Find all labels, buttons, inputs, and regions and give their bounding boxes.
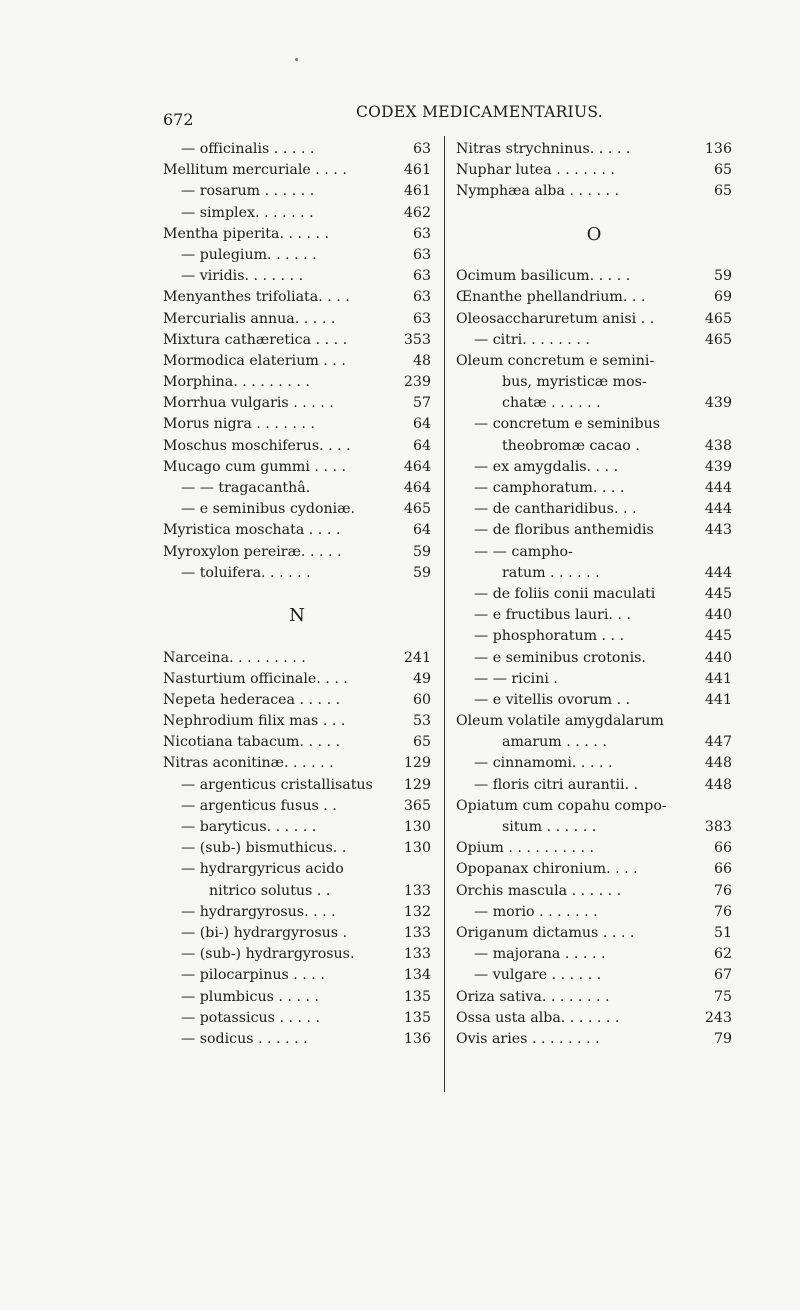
index-entry [163,584,431,605]
entry-page-ref: 135 [403,988,431,1005]
index-entry [456,711,732,732]
entry-page-ref: 441 [704,670,732,687]
entry-page-ref: 63 [412,225,431,242]
index-entry [456,160,732,181]
entry-page-ref: 67 [713,967,732,984]
entry-page-ref: 63 [412,268,431,285]
entry-term: Menyanthes trifoliata. . . . [163,289,350,306]
entry-page-ref [399,626,431,647]
entry-page-ref: 133 [403,946,431,963]
entry-term: Œnanthe phellandrium. . . [456,289,646,306]
index-entry [456,139,732,160]
entry-term: Oleum volatile amygdalarum [456,713,664,730]
entry-term: — baryticus. . . . . . [181,819,317,835]
entry-term: — hydrargyricus acido [181,861,344,878]
entry-page-ref: 441 [704,691,732,708]
index-entry [163,881,431,902]
entry-page-ref: 64 [412,437,431,454]
entry-term: — argenticus fusus . . [181,797,337,814]
entry-term: — vulgare . . . . . . [474,967,602,984]
index-entry [456,669,732,690]
index-entry [163,775,431,796]
entry-page-ref: 69 [713,289,732,306]
entry-term: Opium . . . . . . . . . . [456,840,595,857]
index-entry [163,1008,431,1029]
index-entry [163,436,431,457]
entry-term: — — ricini . [474,670,558,687]
index-entry [456,796,732,817]
index-entry [163,859,431,880]
entry-page-ref: 461 [403,162,431,179]
entry-page-ref: 243 [704,1009,732,1026]
entry-page-ref: 447 [704,734,732,751]
index-entry [456,690,732,711]
entry-page-ref: 383 [704,819,732,835]
entry-page-ref: 59 [412,543,431,560]
entry-term: — citri. . . . . . . . [474,331,590,348]
entry-page-ref: 133 [403,882,431,899]
entry-page-ref: 59 [713,268,732,285]
entry-page-ref: 64 [412,416,431,433]
entry-page-ref: 76 [713,882,732,899]
entry-page-ref [700,542,732,563]
entry-term: Morus nigra . . . . . . . [163,416,315,433]
entry-term: theobromæ cacao . [502,437,640,454]
entry-term: — e fructibus lauri. . . [474,607,631,624]
index-entry [456,859,732,880]
entry-term: Narceina. . . . . . . . . [163,649,306,666]
entry-term: — (sub-) bismuthicus. . [181,840,347,857]
index-entry [456,626,732,647]
entry-term [456,245,700,266]
entry-term: — cinnamomi. . . . . [474,755,613,772]
entry-term: Ossa usta alba. . . . . . . [456,1009,620,1026]
section-letter: O [586,223,602,245]
entry-page-ref: 79 [713,1030,732,1047]
entry-page-ref: 462 [403,204,431,221]
index-entry [456,414,732,435]
entry-page-ref [700,711,732,732]
entry-term: — — campho- [474,543,573,560]
index-entry [163,542,431,563]
index-entry [163,944,431,965]
index-entry [163,287,431,308]
entry-page-ref: 365 [403,797,431,814]
entry-page-ref: 448 [704,776,732,793]
index-entry [163,902,431,923]
entry-page-ref: 438 [704,437,732,454]
index-entry [163,817,431,838]
entry-page-ref: 63 [412,246,431,263]
entry-term: — majorana . . . . . [474,946,606,963]
entry-page-ref: 53 [412,713,431,730]
entry-page-ref: 465 [403,501,431,518]
entry-page-ref: 445 [704,585,732,602]
entry-term: — sodicus . . . . . . [181,1030,308,1047]
index-entry [163,351,431,372]
index-entry [163,732,431,753]
index-entry [456,436,732,457]
entry-page-ref: 63 [412,141,431,157]
entry-term: Nymphæa alba . . . . . . [456,183,620,200]
index-column-right [456,139,732,1050]
index-entry [163,923,431,944]
index-entry [456,965,732,986]
index-entry [456,1008,732,1029]
entry-term: Oriza sativa. . . . . . . . [456,988,610,1005]
entry-term: Mercurialis annua. . . . . [163,310,336,327]
entry-term: Mixtura cathæretica . . . . [163,331,348,348]
index-entry [456,902,732,923]
index-entry [456,838,732,859]
entry-page-ref: 65 [412,734,431,751]
entry-term: nitrico solutus . . [209,882,331,899]
entry-term: — plumbicus . . . . . [181,988,319,1005]
index-entry [163,139,431,160]
entry-term: Oleosaccharuretum anisi . . [456,310,655,327]
index-entry [456,287,732,308]
entry-term: Mellitum mercuriale . . . . [163,162,347,179]
index-entry [456,753,732,774]
entry-term: Nephrodium filix mas . . . [163,713,346,730]
entry-term: — e vitellis ovorum . . [474,691,631,708]
entry-term: Opiatum cum copahu compo- [456,797,667,814]
entry-page-ref: 133 [403,924,431,941]
entry-term: — phosphoratum . . . [474,628,625,645]
index-entry [163,309,431,330]
entry-term: Oleum concretum e semini- [456,352,655,369]
running-title: CODEX MEDICAMENTARIUS. [356,103,603,121]
entry-term [456,203,700,224]
entry-term: — potassicus . . . . . [181,1009,321,1026]
entry-page-ref: 60 [412,691,431,708]
entry-term: bus, myristicæ mos- [502,374,647,391]
index-entry [456,181,732,202]
index-entry [456,542,732,563]
index-entry [456,478,732,499]
entry-page-ref: 65 [713,162,732,179]
entry-page-ref [700,796,732,817]
index-entry [163,393,431,414]
entry-term: Origanum dictamus . . . . [456,924,635,941]
index-entry [163,330,431,351]
entry-term: — viridis. . . . . . . [181,268,304,285]
index-entry [456,944,732,965]
entry-page-ref: 464 [403,480,431,496]
index-entry [456,245,732,266]
entry-page-ref: 444 [704,501,732,518]
entry-page-ref [700,245,732,266]
entry-page-ref: 62 [713,946,732,963]
index-entry [456,775,732,796]
entry-page-ref: 465 [704,331,732,348]
index-entry [163,266,431,287]
index-entry [163,563,431,584]
entry-term: — (sub-) hydrargyrosus. [181,946,355,963]
entry-term: Moschus moschiferus. . . . [163,437,351,454]
entry-page-ref: 444 [704,480,732,496]
entry-term: — de floribus anthemidis [474,522,654,539]
entry-term: — simplex. . . . . . . [181,204,314,221]
index-column-left [163,139,431,1050]
index-entry [163,203,431,224]
entry-term: — de cantharidibus. . . [474,501,637,518]
index-entry [163,457,431,478]
entry-term: — argenticus cristallisatus [181,776,373,793]
entry-page-ref: 57 [412,395,431,412]
entry-term: — pulegium. . . . . . [181,246,317,263]
index-entry [163,965,431,986]
entry-page-ref: 59 [412,564,431,581]
entry-page-ref: 448 [704,755,732,772]
entry-page-ref: 75 [713,988,732,1005]
entry-page-ref: 63 [412,310,431,327]
entry-term: — morio . . . . . . . [474,903,598,920]
entry-page-ref: 129 [403,776,431,793]
entry-page-ref: 65 [713,183,732,200]
entry-term: — e seminibus cydoniæ. [181,501,356,518]
entry-term: ratum . . . . . . [502,564,600,581]
index-entry [456,309,732,330]
entry-term: — — tragacanthâ. [181,480,311,496]
index-entry [456,266,732,287]
entry-term: Nitras aconitinæ. . . . . . [163,755,334,772]
entry-term: — concretum e seminibus [474,416,660,433]
page-number: 672 [163,110,194,129]
entry-page-ref: 76 [713,903,732,920]
entry-page-ref [399,584,431,605]
entry-term: — (bi-) hydrargyrosus . [181,924,348,941]
entry-page-ref: 63 [412,289,431,306]
entry-page-ref: 130 [403,840,431,857]
index-entry [163,181,431,202]
entry-page-ref: 64 [412,522,431,539]
entry-page-ref: 465 [704,310,732,327]
entry-term: Orchis mascula . . . . . . [456,882,622,899]
index-entry [163,987,431,1008]
index-entry [163,414,431,435]
entry-page-ref: 461 [403,183,431,200]
index-entry [456,881,732,902]
entry-page-ref: 439 [704,458,732,475]
entry-page-ref: 443 [704,522,732,539]
entry-page-ref: 132 [403,903,431,920]
index-entry [456,351,732,372]
column-divider [444,136,445,1092]
entry-term: — officinalis . . . . . [181,141,315,157]
entry-term: — rosarum . . . . . . [181,183,315,200]
entry-page-ref: 49 [412,670,431,687]
entry-page-ref: 445 [704,628,732,645]
index-entry [456,1029,732,1050]
entry-term: Mucago cum gummi . . . . [163,458,346,475]
entry-page-ref: 440 [704,649,732,666]
entry-page-ref: 444 [704,564,732,581]
index-entry [456,584,732,605]
index-entry [456,923,732,944]
entry-term [163,584,399,605]
entry-term: Myristica moschata . . . . [163,522,341,539]
index-entry [456,605,732,626]
entry-term: Morrhua vulgaris . . . . . [163,395,334,412]
entry-page-ref: 66 [713,840,732,857]
index-entry [456,203,732,224]
entry-term: — toluifera. . . . . . [181,564,311,581]
entry-page-ref: 136 [704,141,732,157]
entry-page-ref: 136 [403,1030,431,1047]
entry-term: Nicotiana tabacum. . . . . [163,734,341,751]
section-letter: N [289,605,305,627]
index-entry [163,796,431,817]
index-entry [163,372,431,393]
index-entry [163,711,431,732]
entry-page-ref: 134 [403,967,431,984]
entry-term: Nitras strychninus. . . . . [456,141,631,157]
entry-term: Nepeta hederacea . . . . . [163,691,341,708]
entry-term: — de foliis conii maculati [474,585,656,602]
index-entry [163,245,431,266]
entry-term: Opopanax chironium. . . . [456,861,638,878]
entry-term: situm . . . . . . [502,819,597,835]
entry-page-ref: 464 [403,458,431,475]
entry-term: Myroxylon pereiræ. . . . . [163,543,342,560]
entry-page-ref: 135 [403,1009,431,1026]
index-entry [456,987,732,1008]
index-entry [456,520,732,541]
entry-page-ref: 66 [713,861,732,878]
entry-term: Nasturtium officinale. . . . [163,670,348,687]
index-entry [456,330,732,351]
index-entry [456,563,732,584]
index-entry [163,626,431,647]
entry-page-ref: 440 [704,607,732,624]
entry-page-ref: 439 [704,395,732,412]
entry-page-ref [700,372,732,393]
index-entry [163,160,431,181]
index-entry [163,520,431,541]
entry-term: amarum . . . . . [502,734,607,751]
entry-page-ref [700,203,732,224]
entry-page-ref: 130 [403,819,431,835]
entry-page-ref: 48 [412,352,431,369]
index-entry [456,393,732,414]
entry-page-ref: 353 [403,331,431,348]
index-entry [163,224,431,245]
entry-term: Ocimum basilicum. . . . . [456,268,631,285]
entry-term: Mormodica elaterium . . . [163,352,346,369]
entry-term: — camphoratum. . . . [474,480,625,496]
index-entry [456,457,732,478]
index-entry [163,669,431,690]
index-entry [456,648,732,669]
index-entry [163,838,431,859]
index-entry [163,690,431,711]
entry-term: — ex amygdalis. . . . [474,458,619,475]
index-entry [163,1029,431,1050]
entry-term: — hydrargyrosus. . . . [181,903,336,920]
index-entry [456,732,732,753]
entry-page-ref [700,414,732,435]
entry-term: Morphina. . . . . . . . . [163,374,310,391]
index-entry [456,817,732,838]
paper-speck [295,58,298,61]
section-letter-heading [163,605,431,626]
index-entry [163,478,431,499]
entry-term: chatæ . . . . . . [502,395,601,412]
entry-page-ref: 129 [403,755,431,772]
index-entry [163,648,431,669]
index-entry [163,753,431,774]
entry-term [163,626,399,647]
index-entry [456,372,732,393]
entry-term: Mentha piperita. . . . . . [163,225,330,242]
index-entry [456,499,732,520]
entry-page-ref [399,859,431,880]
entry-term: Nuphar lutea . . . . . . . [456,162,615,179]
entry-page-ref: 241 [403,649,431,666]
entry-term: — e seminibus crotonis. [474,649,646,666]
entry-page-ref: 239 [403,374,431,391]
entry-page-ref [700,351,732,372]
entry-term: Ovis aries . . . . . . . . [456,1030,600,1047]
entry-term: — pilocarpinus . . . . [181,967,325,984]
index-entry [163,499,431,520]
entry-page-ref: 51 [713,924,732,941]
section-letter-heading [456,224,732,245]
entry-term: — floris citri aurantii. . [474,776,639,793]
